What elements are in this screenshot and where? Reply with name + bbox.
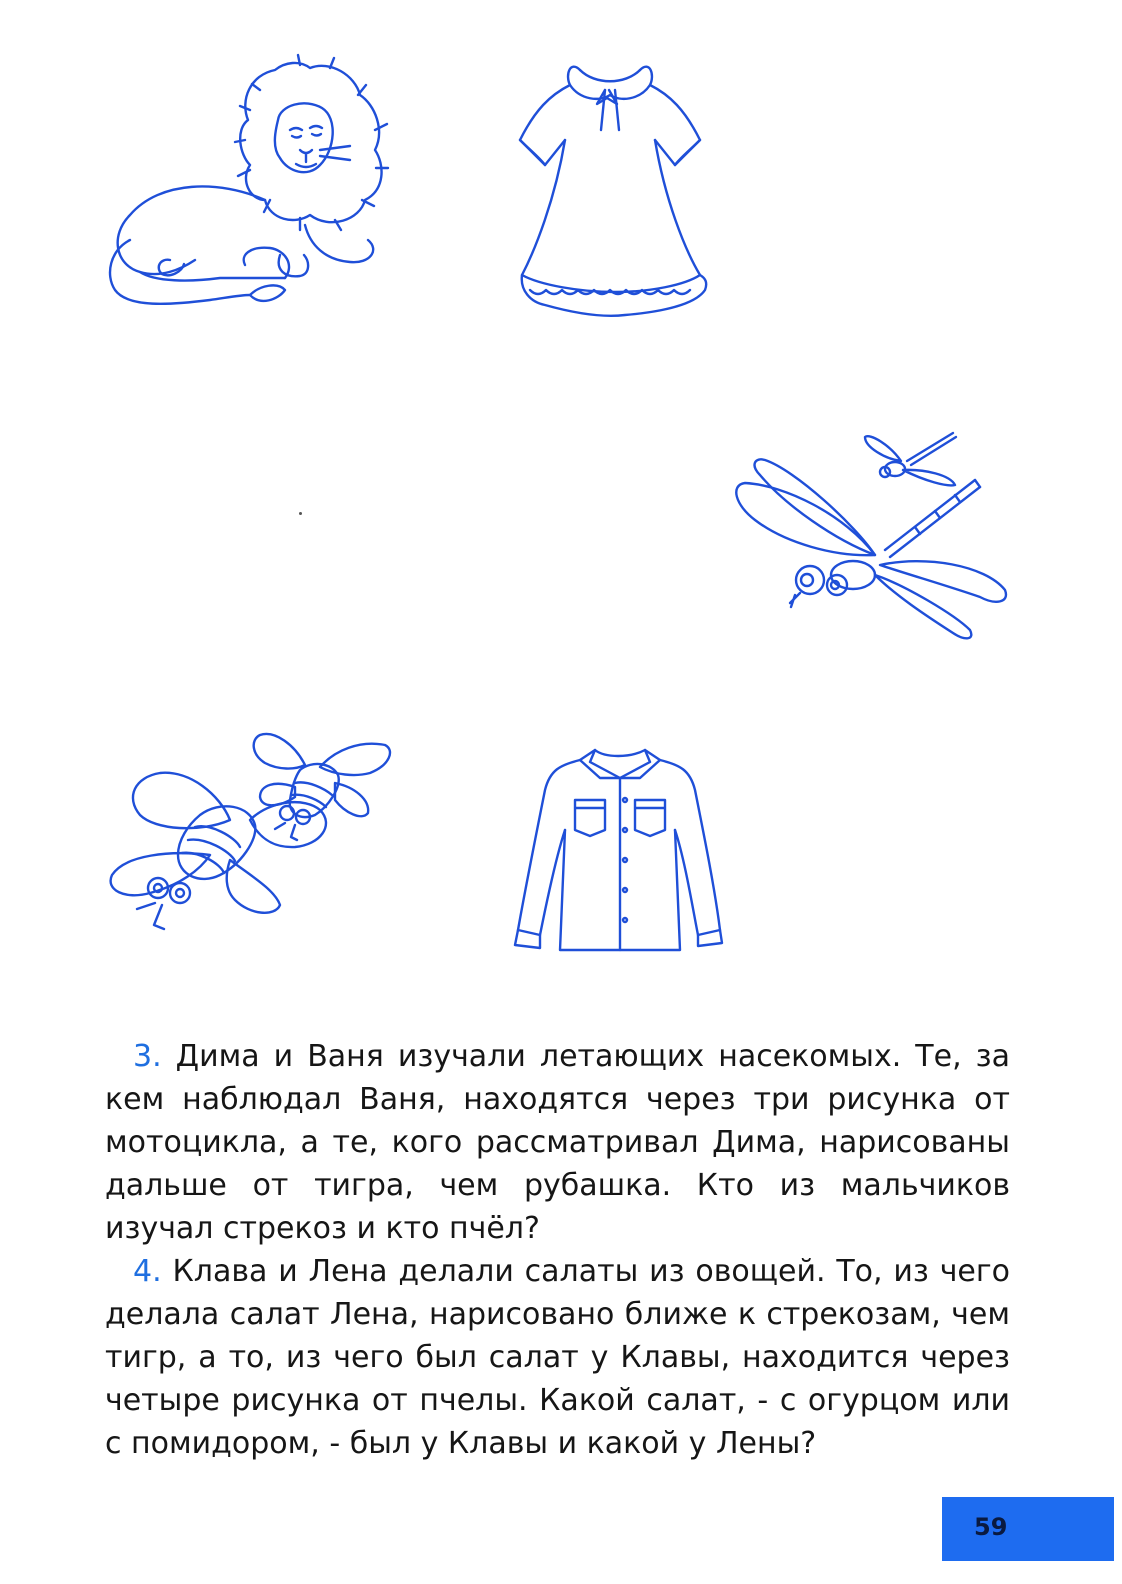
page-number-badge [942, 1497, 1114, 1561]
task-4-text: Клава и Лена делали салаты из овощей. То, из чего делала салат Лена, нарисовано ближе к стрекозам, чем тигр, а то, из чего был салат у Клавы, находится через четыре рисунка от пчелы. Какой салат, - с огурцом или с помидором, - был у Клавы и какой у Лены? [105, 1254, 1010, 1461]
lion-illustration [100, 50, 390, 315]
task-4-number: 4. [133, 1254, 162, 1289]
task-3-text: Дима и Ваня изучали летающих насекомых. Те, за кем наблюдал Ваня, находятся через три рисунка от мотоцикла, а те, кого рассматривал Дима, нарисованы дальше от тигра, чем рубашка. Кто из мальчиков изучал стрекоз и кто пчёл? [105, 1039, 1010, 1246]
shirt-illustration [510, 740, 730, 955]
tasks-section [105, 1035, 1010, 1465]
task-3-number: 3. [133, 1039, 162, 1074]
bees-illustration [100, 725, 400, 940]
task-4 [105, 1250, 1010, 1465]
task-3 [105, 1035, 1010, 1250]
dragonflies-illustration [725, 425, 1020, 645]
paper-speck [299, 512, 302, 515]
page-number: 59 [974, 1513, 1008, 1541]
dress-illustration [510, 50, 720, 325]
